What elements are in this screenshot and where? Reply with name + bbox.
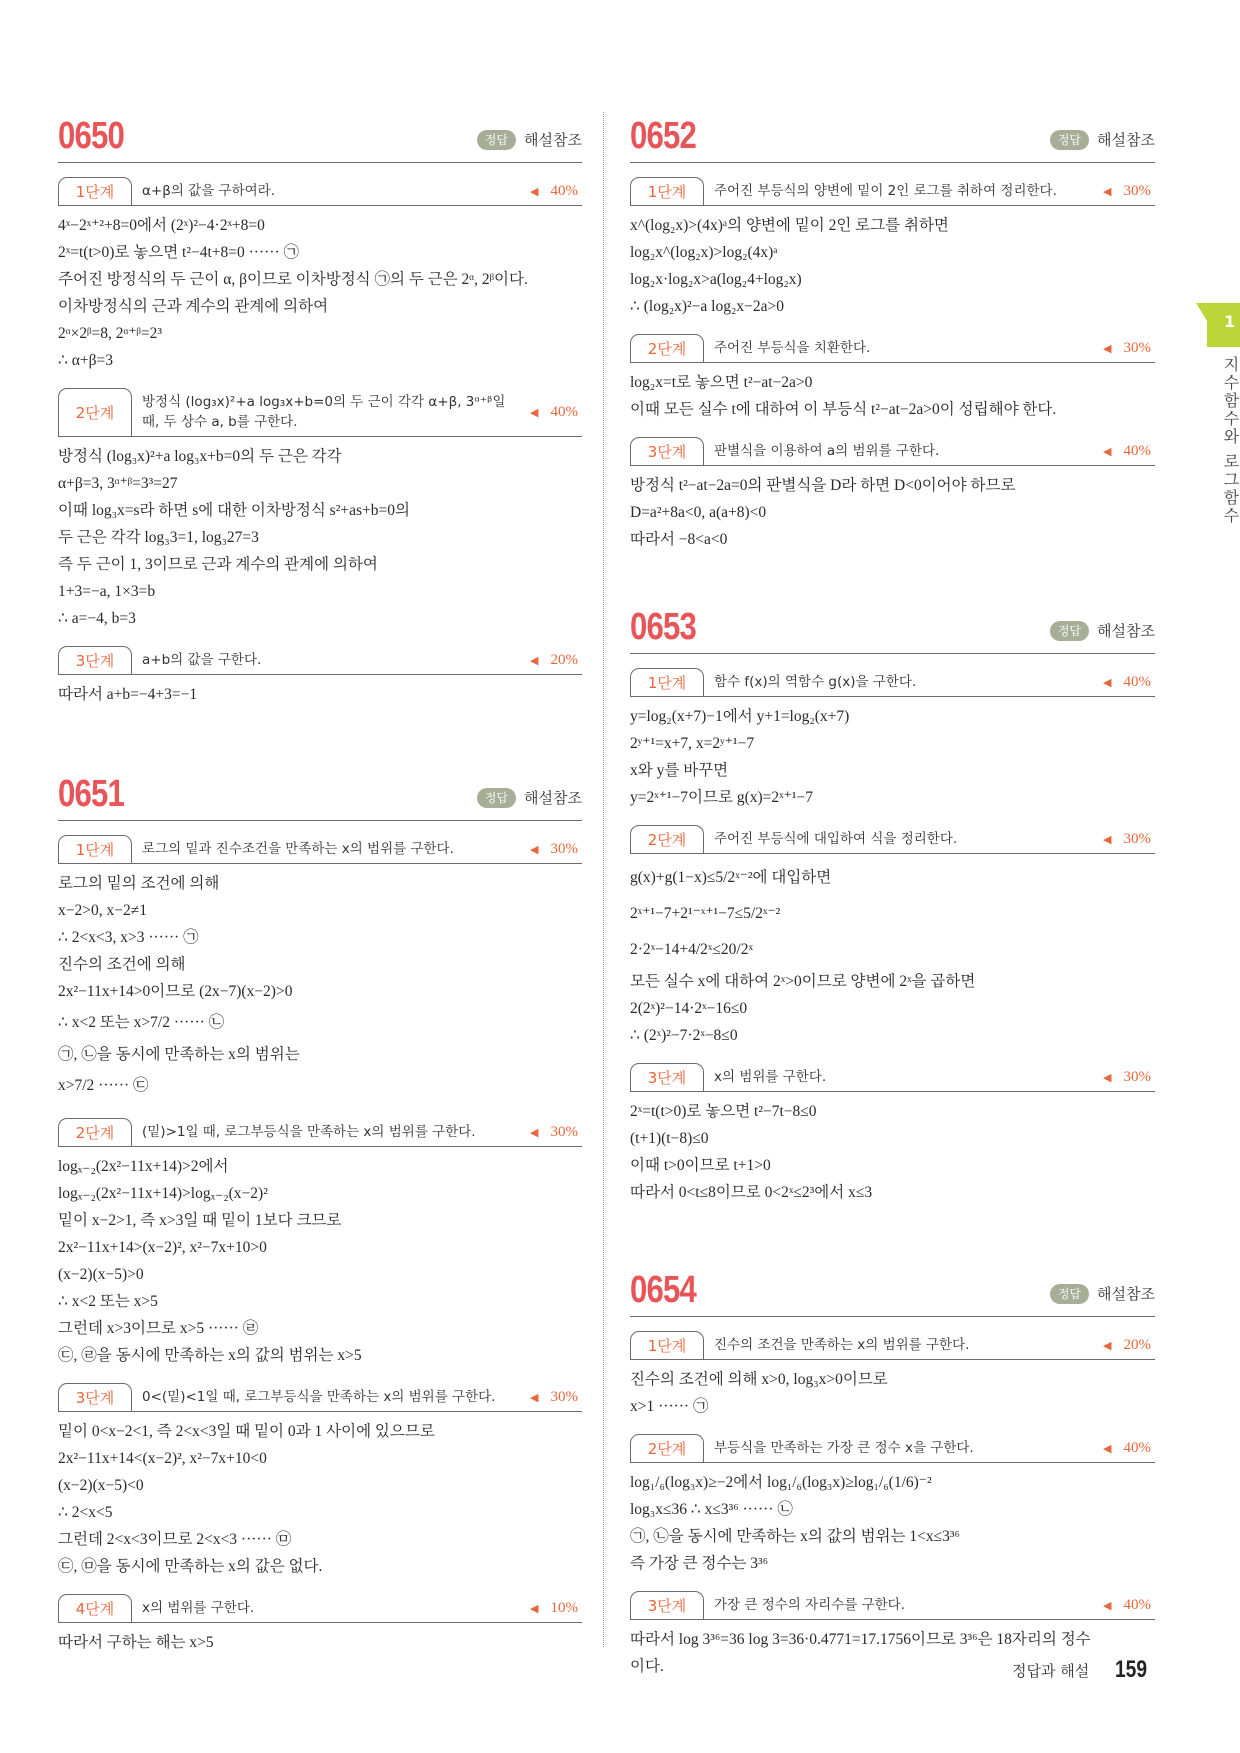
solution-line: log₃x≤36 ∴ x≤3³⁶ ······ ㉡ [630,1501,793,1518]
solution-line: 2x²−11x+14>0이므로 (2x−7)(x−2)>0 [58,983,293,1000]
step-description: 주어진 부등식의 양변에 밑이 2인 로그를 취하여 정리한다. [714,183,1057,199]
triangle-left-icon: ◀ [530,843,539,856]
solution-line: 밑이 x−2>1, 즉 x>3일 때 밑이 1보다 크므로 [58,1212,342,1229]
step-percent: 10% [550,1599,578,1616]
solution-lines [630,854,1155,1049]
solution-lines [630,466,1155,553]
solution-lines [58,1147,582,1369]
solution-line: ㉠, ㉡을 동시에 만족하는 x의 범위는 [58,1046,300,1063]
step-percent: 30% [550,1123,578,1140]
solution-line: 2·2ˣ−14+4/2ˣ≤20/2ˣ [630,941,753,958]
step-percent: 40% [1123,673,1151,690]
triangle-left-icon: ◀ [1103,1442,1112,1455]
answer-badge: 정답 [477,788,516,808]
triangle-left-icon: ◀ [530,1391,539,1404]
step-tag: 2단계 [630,334,704,362]
solution-line: ∴ α+β=3 [58,352,113,369]
problem-0654 [630,1264,1155,1680]
answer-reference [1050,1283,1155,1304]
problem-number: 0652 [630,115,697,157]
page-number: 159 [1115,1656,1148,1683]
solution-line: y=log₂(x+7)−1에서 y+1=log₂(x+7) [630,708,850,725]
solution-line: 2(2ˣ)²−14·2ˣ−16≤0 [630,1000,748,1017]
problem-number: 0653 [630,606,697,648]
step-description: x의 범위를 구한다. [142,1600,255,1616]
step-score [1103,1434,1155,1462]
solution-line: 따라서 −8<a<0 [630,531,728,548]
step-tag: 1단계 [630,668,704,696]
solution-line: log₂x^(log₂x)>log₂(4x)ᵃ [630,244,778,261]
solution-line: (x−2)(x−5)>0 [58,1266,144,1283]
triangle-left-icon: ◀ [1103,676,1112,689]
step-tag: 2단계 [58,388,132,436]
answer-reference [1050,620,1155,641]
step-description: 주어진 부등식에 대입하여 식을 정리한다. [714,831,958,847]
solution-lines [630,697,1155,811]
step-description: a+b의 값을 구한다. [142,652,262,668]
solution-line: 이때 모든 실수 t에 대하여 이 부등식 t²−at−2a>0이 성립해야 한다. [630,401,1057,418]
solution-lines [58,1623,582,1656]
solution-line: 2x²−11x+14>(x−2)², x²−7x+10>0 [58,1239,267,1256]
triangle-left-icon: ◀ [1103,445,1112,458]
step-description: 방정식 (log₃x)²+a log₃x+b=0의 두 근이 각각 α+β, 3ᵅ⁺ᵝ일 때, 두 상수 a, b를 구한다. [142,394,506,430]
solution-line: 진수의 조건에 의해 x>0, log₃x>0이므로 [630,1371,888,1388]
solution-line: 그런데 x>3이므로 x>5 ······ ㉣ [58,1320,259,1337]
problem-number: 0650 [58,115,125,157]
step-header [58,646,582,675]
step-tag: 1단계 [58,835,132,863]
answer-reference [477,129,582,150]
solution-line: 방정식 (log₃x)²+a log₃x+b=0의 두 근은 각각 [58,448,342,465]
solution-lines [630,206,1155,320]
step-tag: 3단계 [630,1591,704,1619]
solution-line: 방정식 t²−at−2a=0의 판별식을 D라 하면 D<0이어야 하므로 [630,477,1016,494]
solution-lines [630,1463,1155,1577]
triangle-left-icon: ◀ [1103,185,1112,198]
step-tag: 3단계 [630,437,704,465]
step-description: 진수의 조건을 만족하는 x의 범위를 구한다. [714,1337,970,1353]
answer-text: 해설참조 [524,789,582,807]
step-header [630,1591,1155,1620]
answer-reference [477,787,582,808]
solution-line: 따라서 log 3³⁶=36 log 3=36·0.4771=17.1756이므로 3³⁶은 18자리의 정수 [630,1631,1091,1648]
step-description: 로그의 밑과 진수조건을 만족하는 x의 범위를 구한다. [142,841,454,857]
step-percent: 30% [550,840,578,857]
solution-lines [630,1360,1155,1420]
solution-line: 2ˣ=t(t>0)로 놓으면 t²−7t−8≤0 [630,1103,817,1120]
solution-line: x−2>0, x−2≠1 [58,902,147,919]
step-score [530,1383,582,1411]
solution-line: 2ˣ=t(t>0)로 놓으면 t²−4t+8=0 ······ ㉠ [58,244,299,261]
step-score [1103,437,1155,465]
step-tag: 1단계 [58,177,132,205]
step-percent: 20% [1123,1336,1151,1353]
answer-badge: 정답 [1050,1284,1089,1304]
solution-line: y=2ˣ⁺¹−7이므로 g(x)=2ˣ⁺¹−7 [630,789,813,806]
step-description: 판별식을 이용하여 a의 범위를 구한다. [714,443,940,459]
solution-line: logₓ₋₂(2x²−11x+14)>logₓ₋₂(x−2)² [58,1185,268,1202]
solution-line: log₂x=t로 놓으면 t²−at−2a>0 [630,374,813,391]
step-score [530,388,582,436]
chapter-label: 지수함수와 로그함수 [1221,356,1240,526]
problem-header [58,110,582,163]
step-score [1103,825,1155,853]
solution-lines [58,206,582,374]
step-header [630,1063,1155,1092]
step-description: (밑)>1일 때, 로그부등식을 만족하는 x의 범위를 구한다. [142,1124,476,1140]
solution-lines [58,675,582,708]
step-percent: 30% [550,1388,578,1405]
step-header [630,437,1155,466]
solution-line: 두 근은 각각 log₃3=1, log₃27=3 [58,529,259,546]
problem-header [630,601,1155,654]
solution-line: x와 y를 바꾸면 [630,762,729,779]
step-header [630,825,1155,854]
chapter-tab-number: 1 [1224,312,1236,331]
solution-line: 진수의 조건에 의해 [58,956,186,973]
solution-lines [58,864,582,1104]
problem-header [630,110,1155,163]
solution-line: ∴ x<2 또는 x>5 [58,1293,158,1310]
solution-line: 2ᵅ×2ᵝ=8, 2ᵅ⁺ᵝ=2³ [58,325,163,342]
solution-line: 모든 실수 x에 대하여 2ˣ>0이므로 양변에 2ˣ을 곱하면 [630,973,976,990]
step-tag: 3단계 [630,1063,704,1091]
answer-text: 해설참조 [1097,622,1155,640]
solution-line: 이다. [630,1658,664,1675]
solution-lines [58,437,582,632]
triangle-left-icon: ◀ [530,406,539,419]
answer-text: 해설참조 [1097,1285,1155,1303]
step-header [58,1383,582,1412]
solution-line: 주어진 방정식의 두 근이 α, β이므로 이차방정식 ㉠의 두 근은 2ᵅ, 2ᵝ이다. [58,271,528,288]
solution-line: 1+3=−a, 1×3=b [58,583,156,600]
problem-number: 0651 [58,773,125,815]
step-score [530,835,582,863]
step-header [630,334,1155,363]
answer-badge: 정답 [477,130,516,150]
solution-line: 밑이 0<x−2<1, 즉 2<x<3일 때 밑이 0과 1 사이에 있으므로 [58,1423,435,1440]
solution-line: 이때 t>0이므로 t+1>0 [630,1157,771,1174]
solution-lines [630,1092,1155,1206]
solution-line: 즉 가장 큰 정수는 3³⁶ [630,1555,769,1572]
solution-lines [630,363,1155,423]
solution-line: D=a²+8a<0, a(a+8)<0 [630,504,767,521]
answer-badge: 정답 [1050,621,1089,641]
triangle-left-icon: ◀ [1103,1599,1112,1612]
triangle-left-icon: ◀ [530,1126,539,1139]
solution-line: ∴ (log₂x)²−a log₂x−2a>0 [630,298,784,315]
solution-line: log₁/₆(log₃x)≥−2에서 log₁/₆(log₃x)≥log₁/₆(1/6)⁻² [630,1474,932,1491]
solution-line: 즉 두 근이 1, 3이므로 근과 계수의 관계에 의하여 [58,556,378,573]
step-score [1103,177,1155,205]
solution-line: logₓ₋₂(2x²−11x+14)>2에서 [58,1158,229,1175]
step-percent: 30% [1123,182,1151,199]
solution-line: 4ˣ−2ˣ⁺²+8=0에서 (2ˣ)²−4·2ˣ+8=0 [58,217,265,234]
triangle-left-icon: ◀ [530,654,539,667]
step-description: 주어진 부등식을 치환한다. [714,340,871,356]
solution-line: 로그의 밑의 조건에 의해 [58,875,220,892]
step-score [1103,668,1155,696]
right-column [630,110,1155,1680]
solution-line: ∴ (2ˣ)²−7·2ˣ−8≤0 [630,1027,738,1044]
solution-line: log₂x·log₂x>a(log₂4+log₂x) [630,271,802,288]
step-tag: 1단계 [630,177,704,205]
step-tag: 1단계 [630,1331,704,1359]
solution-line: ∴ a=−4, b=3 [58,610,136,627]
step-tag: 3단계 [58,1383,132,1411]
triangle-left-icon: ◀ [1103,1339,1112,1352]
step-score [530,1118,582,1146]
step-description: 가장 큰 정수의 자리수를 구한다. [714,1597,905,1613]
step-header [58,835,582,864]
solution-line: 따라서 0<t≤8이므로 0<2ˣ≤2³에서 x≤3 [630,1184,873,1201]
solution-lines [58,1412,582,1580]
answer-badge: 정답 [1050,130,1089,150]
step-tag: 3단계 [58,646,132,674]
solution-line: α+β=3, 3ᵅ⁺ᵝ=3³=27 [58,475,178,492]
step-percent: 30% [1123,1068,1151,1085]
triangle-left-icon: ◀ [1103,1071,1112,1084]
solution-line: 이때 log₃x=s라 하면 s에 대한 이차방정식 s²+as+b=0의 [58,502,410,519]
step-description: 함수 f(x)의 역함수 g(x)을 구한다. [714,674,917,690]
triangle-left-icon: ◀ [530,1602,539,1615]
step-header [58,1118,582,1147]
page-footer [1012,1656,1151,1684]
answer-reference [1050,129,1155,150]
step-header [630,668,1155,697]
triangle-left-icon: ◀ [530,185,539,198]
step-percent: 30% [1123,830,1151,847]
solution-line: 2x²−11x+14<(x−2)², x²−7x+10<0 [58,1450,267,1467]
solution-line: 따라서 구하는 해는 x>5 [58,1634,214,1651]
step-tag: 2단계 [58,1118,132,1146]
footer-label: 정답과 해설 [1012,1661,1090,1680]
step-header [630,177,1155,206]
step-description: x의 범위를 구한다. [714,1069,827,1085]
step-header [58,177,582,206]
step-percent: 40% [550,403,578,420]
step-header [630,1434,1155,1463]
triangle-left-icon: ◀ [1103,342,1112,355]
problem-header [630,1264,1155,1317]
solution-line: ∴ 2<x<5 [58,1504,113,1521]
step-description: 0<(밑)<1일 때, 로그부등식을 만족하는 x의 범위를 구한다. [142,1389,496,1405]
step-percent: 40% [1123,442,1151,459]
step-percent: 40% [550,182,578,199]
step-header [630,1331,1155,1360]
triangle-left-icon: ◀ [1103,833,1112,846]
solution-line: ㉢, ㉤을 동시에 만족하는 x의 값은 없다. [58,1558,323,1575]
solution-line: ∴ x<2 또는 x>7/2 ······ ㉡ [58,1014,225,1031]
step-score [1103,1331,1155,1359]
left-column [58,110,582,1656]
step-percent: 40% [1123,1596,1151,1613]
solution-line: 이차방정식의 근과 계수의 관계에 의하여 [58,298,329,315]
solution-line: ㉠, ㉡을 동시에 만족하는 x의 값의 범위는 1<x≤3³⁶ [630,1528,960,1545]
step-percent: 30% [1123,339,1151,356]
step-score [530,646,582,674]
step-score [530,1594,582,1622]
solution-line: 따라서 a+b=−4+3=−1 [58,686,198,703]
step-description: α+β의 값을 구하여라. [142,183,275,199]
solution-line: ∴ 2<x<3, x>3 ······ ㉠ [58,929,199,946]
problem-0653 [630,601,1155,1206]
problem-0651 [58,768,582,1656]
solution-line: (x−2)(x−5)<0 [58,1477,144,1494]
step-tag: 2단계 [630,1434,704,1462]
solution-line: g(x)+g(1−x)≤5/2ˣ⁻²에 대입하면 [630,869,832,886]
problem-0650 [58,110,582,708]
step-score [1103,1591,1155,1619]
solution-line: 2ˣ⁺¹−7+2¹⁻ˣ⁺¹−7≤5/2ˣ⁻² [630,905,781,922]
step-score [1103,1063,1155,1091]
step-tag: 4단계 [58,1594,132,1622]
step-header [58,1594,582,1623]
step-percent: 20% [550,651,578,668]
step-score [1103,334,1155,362]
step-header [58,388,582,437]
problem-number: 0654 [630,1269,697,1311]
solution-line: x>1 ······ ㉠ [630,1398,709,1415]
step-description: 부등식을 만족하는 가장 큰 정수 x을 구한다. [714,1440,974,1456]
solution-line: 2ʸ⁺¹=x+7, x=2ʸ⁺¹−7 [630,735,755,752]
problem-header [58,768,582,821]
solution-line: 그런데 2<x<3이므로 2<x<3 ······ ㉤ [58,1531,292,1548]
step-percent: 40% [1123,1439,1151,1456]
step-score [530,177,582,205]
column-divider [603,112,604,1647]
problem-0652 [630,110,1155,553]
solution-line: ㉢, ㉣을 동시에 만족하는 x의 값의 범위는 x>5 [58,1347,362,1364]
solution-line: x^(log₂x)>(4x)ᵃ의 양변에 밑이 2인 로그를 취하면 [630,217,949,234]
solution-line: (t+1)(t−8)≤0 [630,1130,709,1147]
answer-text: 해설참조 [1097,131,1155,149]
solution-line: x>7/2 ······ ㉢ [58,1077,149,1094]
step-tag: 2단계 [630,825,704,853]
answer-text: 해설참조 [524,131,582,149]
